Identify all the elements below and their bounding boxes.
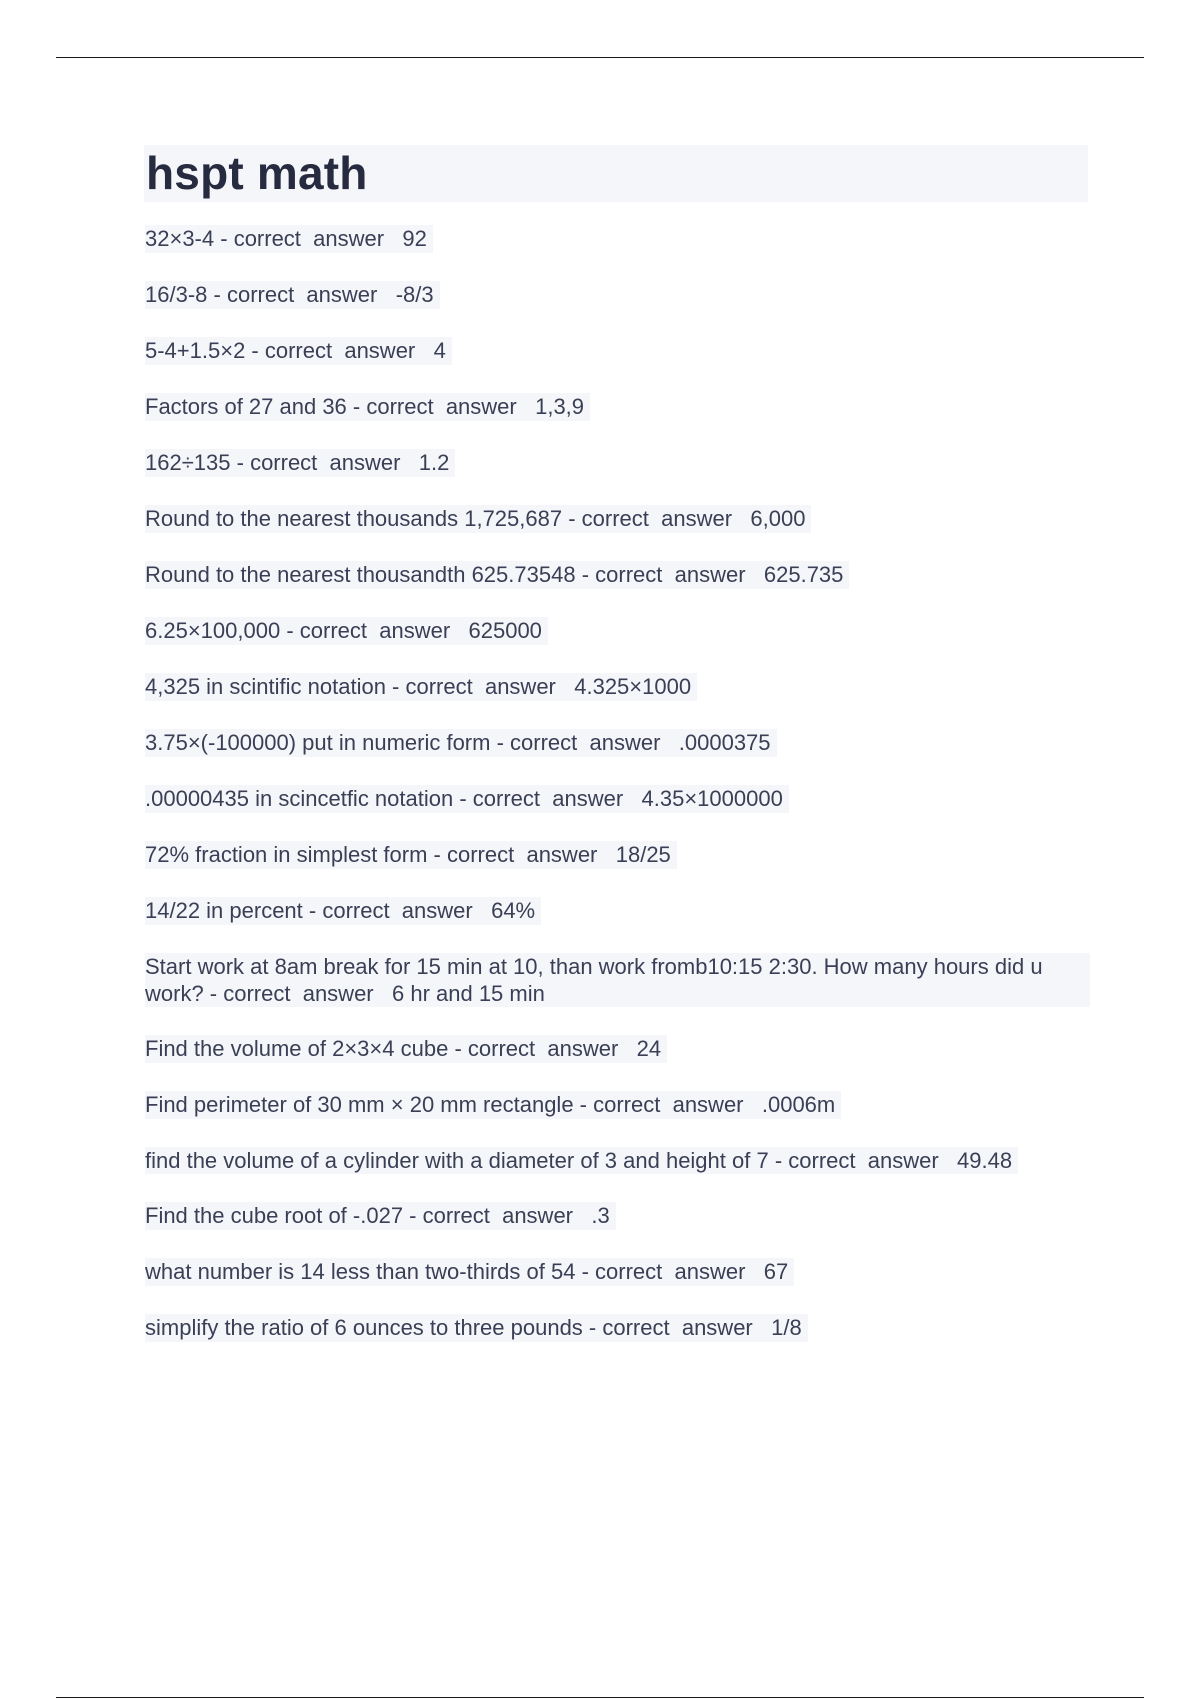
separator: - (575, 562, 596, 587)
separator (745, 1259, 763, 1284)
separator (732, 506, 750, 531)
separator (377, 282, 395, 307)
answer-label: correct answer (233, 226, 385, 251)
separator: - (280, 618, 300, 643)
answer-text: 67 (763, 1259, 789, 1284)
question-text: Find perimeter of 30 mm × 20 mm rectangle (145, 1092, 574, 1117)
qa-item (145, 225, 433, 253)
question-text: 4,325 in scintific notation (145, 674, 386, 699)
separator: - (385, 674, 406, 699)
separator: - (302, 898, 323, 923)
question-text: Start work at 8am break for 15 min at 10, than work fromb10:15 2:30. How many hours did u work? (145, 954, 1043, 1006)
separator (556, 674, 574, 699)
answer-text: 4.325×1000 (574, 674, 692, 699)
qa-item (145, 841, 677, 869)
answer-text: 1/8 (771, 1315, 802, 1340)
question-text: 5-4+1.5×2 (145, 338, 246, 363)
separator: - (453, 786, 473, 811)
answer-text: .0006m (761, 1092, 836, 1117)
separator: - (230, 450, 251, 475)
separator: - (582, 1315, 603, 1340)
separator (384, 226, 402, 251)
bottom-rule (56, 1697, 1144, 1698)
answer-label: correct answer (322, 898, 473, 923)
qa-item (145, 1091, 841, 1119)
qa-item (145, 1147, 1018, 1174)
answer-label: correct answer (366, 394, 517, 419)
separator: - (207, 282, 227, 307)
separator (517, 394, 535, 419)
answer-text: 18/25 (615, 842, 671, 867)
question-text: Find the volume of 2×3×4 cube (145, 1036, 449, 1061)
answer-label: correct answer (422, 1203, 574, 1228)
answer-text: .0000375 (678, 730, 771, 755)
answer-label: correct answer (595, 1259, 746, 1284)
qa-item (145, 281, 440, 309)
question-text: Find the cube root of -.027 (145, 1203, 404, 1228)
answer-label: correct answer (510, 730, 661, 755)
qa-item (145, 505, 811, 533)
qa-list (145, 225, 1090, 1370)
answer-label: correct answer (593, 1092, 744, 1117)
separator (939, 1148, 957, 1173)
question-text: Round to the nearest thousands 1,725,687 (145, 506, 563, 531)
answer-text: 4 (433, 338, 446, 363)
top-rule (56, 57, 1144, 58)
question-text: 72% fraction in simplest form (145, 842, 428, 867)
separator: - (448, 1036, 468, 1061)
answer-label: correct answer (788, 1148, 939, 1173)
qa-item (145, 561, 849, 589)
answer-text: 64% (491, 898, 536, 923)
separator: - (768, 1148, 789, 1173)
separator (473, 898, 491, 923)
answer-label: correct answer (250, 450, 401, 475)
separator (374, 981, 392, 1006)
question-text: 3.75×(-100000) put in numeric form (145, 730, 491, 755)
separator: - (490, 730, 511, 755)
answer-text: 92 (402, 226, 427, 251)
qa-item (145, 337, 452, 365)
separator (744, 1092, 762, 1117)
question-text: 162÷135 (145, 450, 231, 475)
separator (660, 730, 678, 755)
answer-label: correct answer (405, 674, 556, 699)
page-title: hspt math (146, 147, 368, 199)
separator (618, 1036, 636, 1061)
qa-item (145, 953, 1090, 1007)
qa-item (145, 673, 697, 701)
question-text: simplify the ratio of 6 ounces to three pounds (145, 1315, 583, 1340)
separator: - (214, 226, 234, 251)
answer-label: correct answer (472, 786, 624, 811)
separator: - (203, 981, 224, 1006)
answer-text: 24 (636, 1036, 662, 1061)
separator: - (562, 506, 582, 531)
separator (753, 1315, 771, 1340)
separator (746, 562, 764, 587)
answer-label: correct answer (226, 282, 378, 307)
answer-text: 4.35×1000000 (641, 786, 783, 811)
answer-text: 625000 (468, 618, 542, 643)
separator (597, 842, 615, 867)
answer-text: 1.2 (418, 450, 450, 475)
separator (415, 338, 433, 363)
separator (623, 786, 641, 811)
answer-text: 6 hr and 15 min (391, 981, 545, 1006)
question-text: 16/3-8 (145, 282, 208, 307)
separator (400, 450, 418, 475)
question-text: 6.25×100,000 (145, 618, 281, 643)
answer-label: correct answer (447, 842, 598, 867)
answer-text: 1,3,9 (535, 394, 585, 419)
answer-label: correct answer (223, 981, 374, 1006)
qa-item (145, 1202, 616, 1230)
qa-item (145, 1258, 794, 1286)
answer-text: 625.735 (763, 562, 844, 587)
question-text: Factors of 27 and 36 (145, 394, 347, 419)
separator (573, 1203, 591, 1228)
question-text: .00000435 in scincetfic notation (145, 786, 454, 811)
qa-item (145, 449, 455, 477)
answer-text: -8/3 (395, 282, 434, 307)
qa-item (145, 785, 789, 813)
qa-item (145, 729, 777, 757)
answer-text: .3 (591, 1203, 610, 1228)
answer-label: correct answer (467, 1036, 619, 1061)
answer-text: 49.48 (957, 1148, 1013, 1173)
question-text: find the volume of a cylinder with a diameter of 3 and height of 7 (145, 1148, 769, 1173)
answer-label: correct answer (595, 562, 746, 587)
separator (450, 618, 468, 643)
answer-label: correct answer (264, 338, 416, 363)
question-text: Round to the nearest thousandth 625.73548 (145, 562, 576, 587)
separator: - (403, 1203, 423, 1228)
qa-item (145, 1035, 667, 1063)
separator: - (346, 394, 367, 419)
answer-text: 6,000 (750, 506, 806, 531)
answer-label: correct answer (581, 506, 733, 531)
separator: - (575, 1259, 596, 1284)
question-text: what number is 14 less than two-thirds of 54 (145, 1259, 576, 1284)
qa-item (145, 1314, 808, 1342)
qa-item (145, 617, 548, 645)
answer-label: correct answer (602, 1315, 753, 1340)
separator: - (573, 1092, 594, 1117)
separator: - (245, 338, 265, 363)
question-text: 32×3-4 (145, 226, 215, 251)
answer-label: correct answer (299, 618, 451, 643)
question-text: 14/22 in percent (145, 898, 303, 923)
qa-item (145, 393, 590, 421)
separator: - (427, 842, 447, 867)
qa-item (145, 897, 541, 925)
